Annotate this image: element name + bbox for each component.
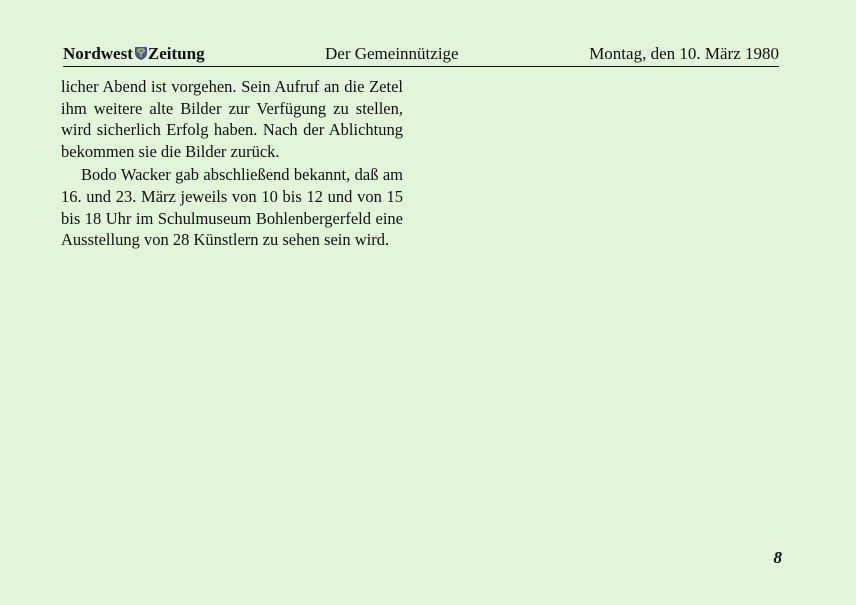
publication-name: Der Gemeinnützige — [325, 44, 459, 63]
newspaper-masthead — [63, 44, 205, 64]
article-paragraph: Bodo Wacker gab abschließend bekannt, daß am 16. und 23. März jeweils von 10 bis 12 und von 15 bis 18 Uhr im Schulmuseum Bohlenbergerfeld eine Ausstellung von 28 Künstlern zu sehen sein wird. — [61, 165, 403, 250]
page-number: 8 — [773, 548, 782, 567]
article-paragraph: licher Abend ist vorgehen. Sein Aufruf an die Zetel ihm weitere alte Bilder zur Verfügung zu stellen, wird sicherlich Erfolg haben. Nach der Ablichtung bekommen sie die Bilder zurück. — [61, 77, 403, 161]
masthead-part2: Zeitung — [147, 44, 205, 63]
article-column — [61, 76, 403, 251]
coat-of-arms-icon — [135, 47, 147, 60]
masthead-part1: Nordwest — [63, 44, 133, 63]
page-header — [63, 44, 779, 67]
issue-date: Montag, den 10. März 1980 — [589, 44, 779, 63]
